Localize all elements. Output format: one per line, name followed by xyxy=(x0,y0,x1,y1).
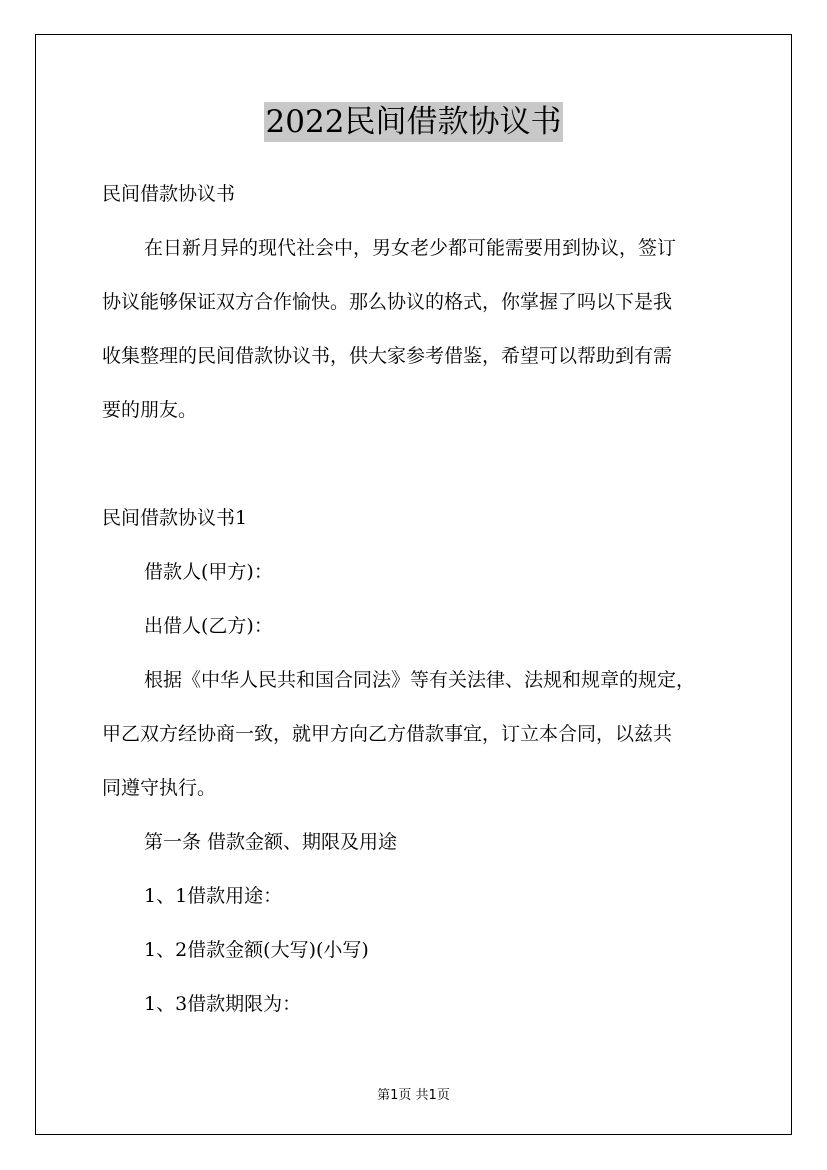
document-title: 2022民间借款协议书 xyxy=(265,104,562,140)
paragraph-line: 收集整理的民间借款协议书，供大家参考借鉴，希望可以帮助到有需 xyxy=(102,345,673,367)
paragraph-line: 甲乙双方经协商一致，就甲方向乙方借款事宜，订立本合同，以兹共 xyxy=(102,723,673,745)
article-heading: 第一条 借款金额、期限及用途 xyxy=(144,831,398,853)
title-container xyxy=(0,102,827,142)
page-footer: 第1页 共1页 xyxy=(377,1088,450,1103)
section-heading: 民间借款协议书1 xyxy=(102,507,248,529)
paragraph-line: 协议能够保证双方合作愉快。那么协议的格式，你掌握了吗以下是我 xyxy=(102,291,673,313)
paragraph-line: 要的朋友。 xyxy=(102,399,198,421)
clause-item: 1、3借款期限为： xyxy=(144,993,302,1015)
paragraph-line: 同遵守执行。 xyxy=(102,777,217,799)
doc-heading: 民间借款协议书 xyxy=(102,183,236,205)
borrower-field: 借款人(甲方)： xyxy=(144,561,273,583)
paragraph-line: 在日新月异的现代社会中，男女老少都可能需要用到协议，签订 xyxy=(144,237,677,259)
clause-item: 1、1借款用途： xyxy=(144,885,283,907)
paragraph-line: 根据《中华人民共和国合同法》等有关法律、法规和规章的规定， xyxy=(144,669,696,691)
clause-item: 1、2借款金额(大写)(小写) xyxy=(144,939,369,961)
lender-field: 出借人(乙方)： xyxy=(144,615,273,637)
